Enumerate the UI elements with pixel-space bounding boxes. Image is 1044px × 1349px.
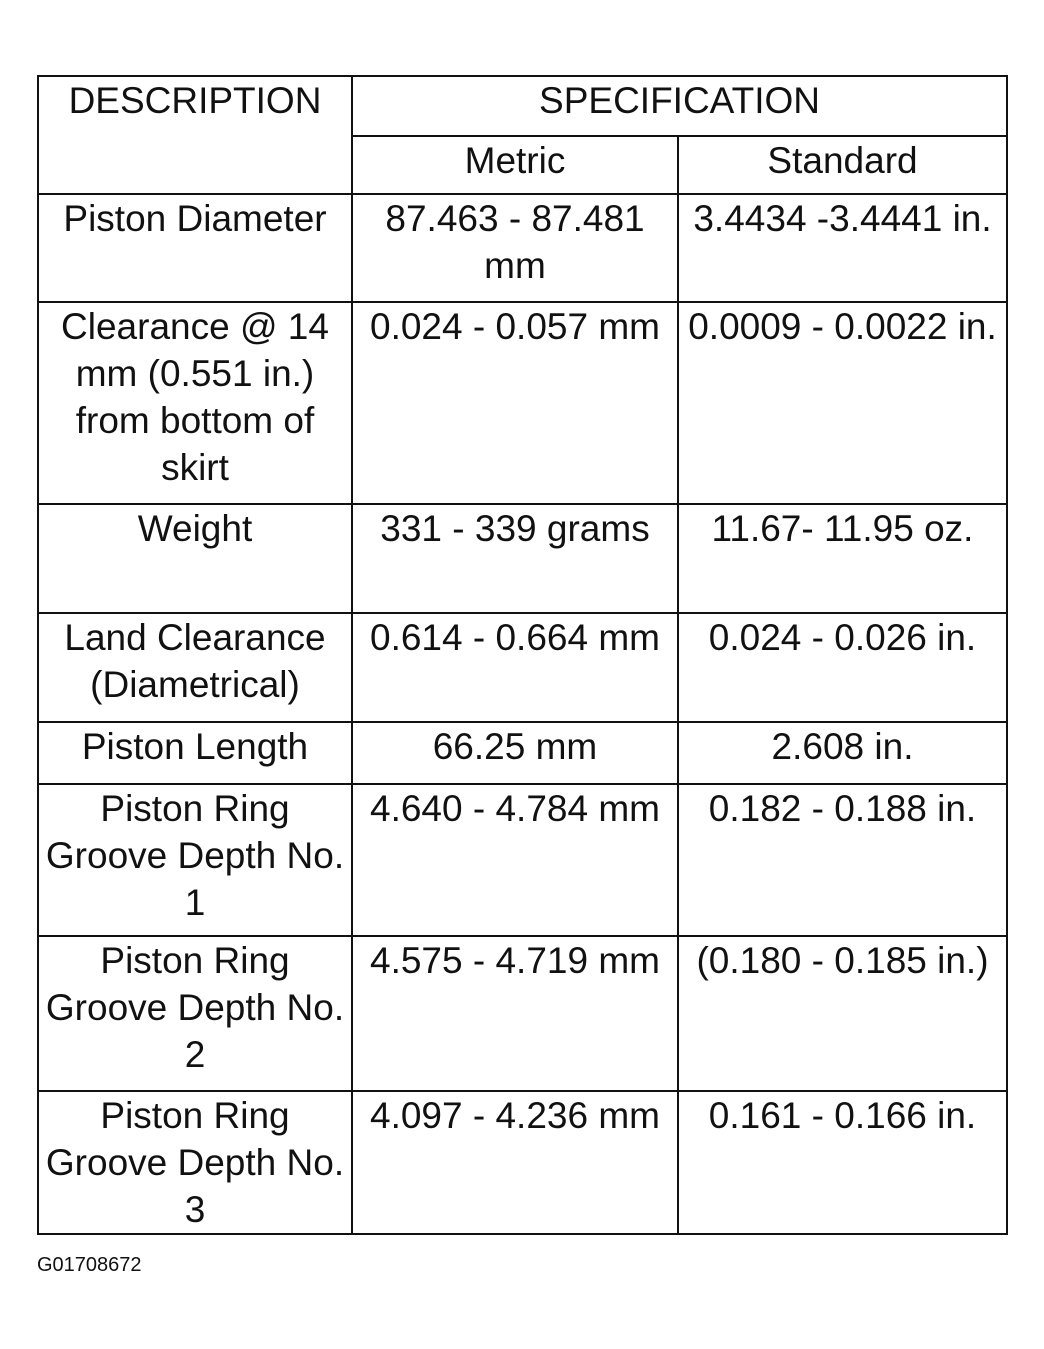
piston-specification-table <box>37 75 1008 1235</box>
table-row <box>38 302 1007 504</box>
standard-cell: 2.608 in. <box>678 722 1007 784</box>
metric-cell: 4.097 - 4.236 mm <box>352 1091 678 1234</box>
standard-cell: 0.161 - 0.166 in. <box>678 1091 1007 1234</box>
table-row <box>38 613 1007 722</box>
metric-cell: 4.575 - 4.719 mm <box>352 936 678 1091</box>
standard-cell: 3.4434 -3.4441 in. <box>678 194 1007 302</box>
table-row <box>38 194 1007 302</box>
description-cell: Piston Length <box>38 722 352 784</box>
metric-cell: 0.024 - 0.057 mm <box>352 302 678 504</box>
table-row <box>38 504 1007 613</box>
standard-header: Standard <box>678 136 1007 194</box>
specification-header: SPECIFICATION <box>352 76 1007 136</box>
table-row <box>38 1091 1007 1234</box>
description-cell: Clearance @ 14 mm (0.551 in.) from bottom of skirt <box>38 302 352 504</box>
table-row <box>38 722 1007 784</box>
metric-cell: 87.463 - 87.481 mm <box>352 194 678 302</box>
metric-cell: 66.25 mm <box>352 722 678 784</box>
description-cell: Piston Ring Groove Depth No. 3 <box>38 1091 352 1234</box>
metric-header: Metric <box>352 136 678 194</box>
standard-cell: 0.182 - 0.188 in. <box>678 784 1007 936</box>
metric-cell: 331 - 339 grams <box>352 504 678 613</box>
description-cell: Weight <box>38 504 352 613</box>
standard-cell: (0.180 - 0.185 in.) <box>678 936 1007 1091</box>
description-header: DESCRIPTION <box>38 76 352 194</box>
description-cell: Land Clearance (Diametrical) <box>38 613 352 722</box>
metric-cell: 4.640 - 4.784 mm <box>352 784 678 936</box>
standard-cell: 0.024 - 0.026 in. <box>678 613 1007 722</box>
description-cell: Piston Ring Groove Depth No. 1 <box>38 784 352 936</box>
description-cell: Piston Diameter <box>38 194 352 302</box>
header-row <box>38 76 1007 136</box>
standard-cell: 0.0009 - 0.0022 in. <box>678 302 1007 504</box>
table-row <box>38 936 1007 1091</box>
figure-id: G01708672 <box>37 1254 142 1276</box>
table-row <box>38 784 1007 936</box>
metric-cell: 0.614 - 0.664 mm <box>352 613 678 722</box>
standard-cell: 11.67- 11.95 oz. <box>678 504 1007 613</box>
description-cell: Piston Ring Groove Depth No. 2 <box>38 936 352 1091</box>
